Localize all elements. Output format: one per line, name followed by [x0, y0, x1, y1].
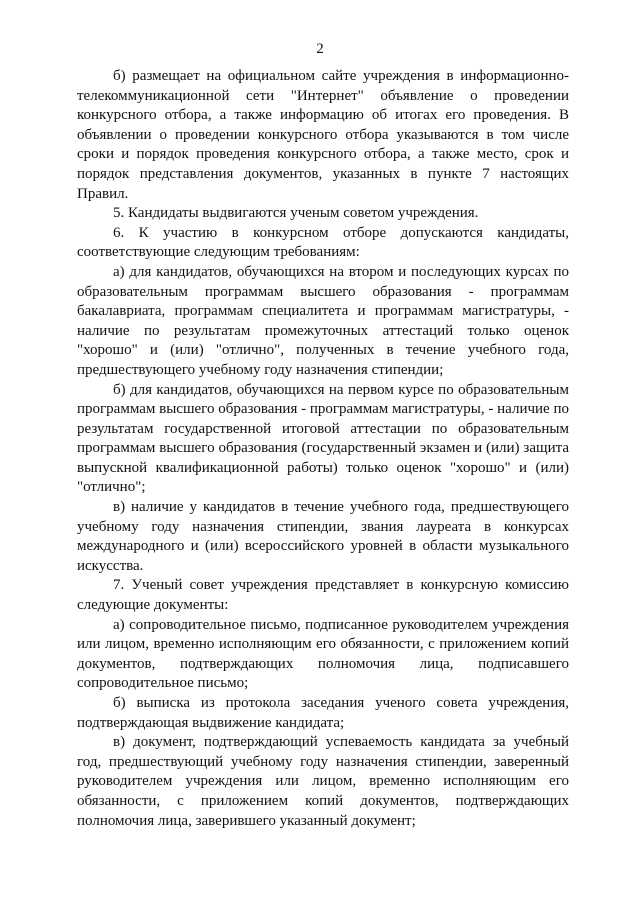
paragraph-7v: в) документ, подтверждающий успеваемость кандидата за учебный год, предшествующий учебному году назначения стипендии, заверенный руководителем учреждения или лицом, временно исполняющим его обязанности, с приложением копий документов, подтверждающих полномочия лица, заверившего указанный документ; [77, 734, 569, 829]
paragraph-4b: б) размещает на официальном сайте учреждения в информационно-телекоммуникационной сети "Интернет" объявление о проведении конкурсного отбора, а также информацию об итогах его проведения. В объявлении о проведении конкурсного отбора указываются в том числе сроки и порядок проведения конкурсного отбора, а также место, срок и порядок представления документов, указанных в пункте 7 настоящих Правил. [77, 68, 569, 202]
paragraph-6v: в) наличие у кандидатов в течение учебного года, предшествующего учебному году назначения стипендии, звания лауреата в конкурсах международного и (или) всероссийского уровней в области музыкального искусства. [77, 499, 569, 574]
paragraph-6b: б) для кандидатов, обучающихся на первом курсе по образовательным программам высшего образования - программам магистратуры, - наличие по результатам государственной итоговой аттестации по образовательным программам высшего образования (государственный экзамен и (или) защита выпускной квалификационной работы) только оценок "хорошо" и (или) "отлично"; [77, 381, 569, 496]
paragraph-6a: а) для кандидатов, обучающихся на втором и последующих курсах по образовательным программам высшего образования - программам бакалавриата, программам специалитета и программам магистратуры, - наличие по результатам промежуточных аттестаций только оценок "хорошо" и (или) "отлично", полученных в течение учебного года, предшествующего учебному году назначения стипендии; [77, 263, 569, 378]
paragraph-7: 7. Ученый совет учреждения представляет в конкурсную комиссию следующие документы: [77, 577, 569, 614]
paragraph-5: 5. Кандидаты выдвигаются ученым советом учреждения. [113, 205, 479, 222]
paragraph-6: 6. К участию в конкурсном отборе допускаются кандидаты, соответствующие следующим требованиям: [77, 224, 569, 261]
page-number: 2 [316, 41, 324, 57]
paragraph-7b: б) выписка из протокола заседания ученого совета учреждения, подтверждающая выдвижение кандидата; [77, 695, 569, 731]
paragraph-7a: а) сопроводительное письмо, подписанное руководителем учреждения или лицом, временно исполняющим его обязанности, с приложением копий документов, подтверждающих полномочия лица, подписавшего сопроводительное письмо; [77, 616, 569, 692]
document-body [77, 67, 569, 831]
